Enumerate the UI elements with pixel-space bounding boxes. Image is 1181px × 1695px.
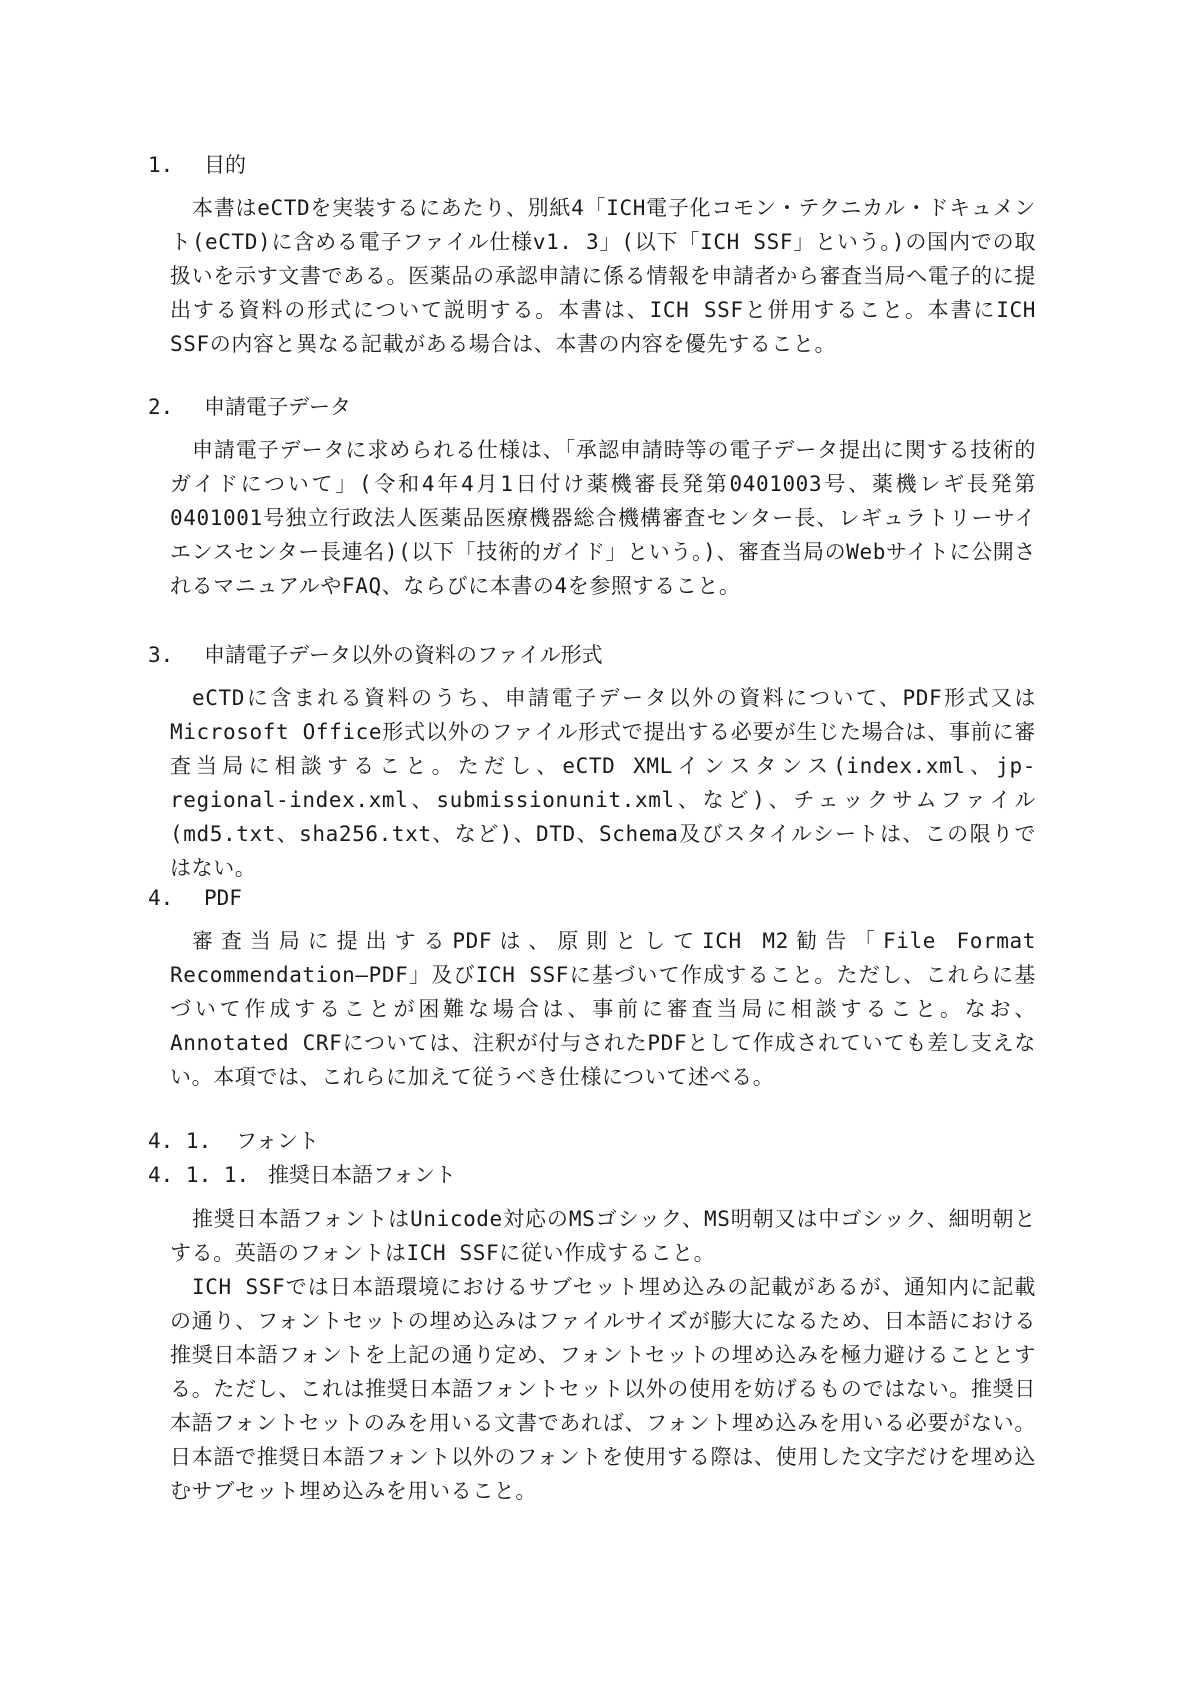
section-number: 1.: [148, 153, 174, 177]
section-paragraph: 本書はeCTDを実装するにあたり、別紙4「ICH電子化コモン・テクニカル・ドキュメント(eCTD)に含める電子ファイル仕様v1. 3」(以下「ICH SSF」という。)の国内での取扱いを示す文書である。医薬品の承認申請に係る情報を申請者から審査当局へ電子的に提出する資料の形式について説明する。本書は、ICH SSFと併用すること。本書にICH SSFの内容と異なる記載がある場合は、本書の内容を優先すること。: [170, 196, 1036, 356]
section-title: 推奨日本語フォント: [268, 1163, 456, 1187]
section-number: 2.: [148, 395, 174, 419]
section-paragraph: 申請電子データに求められる仕様は、「承認申請時等の電子データ提出に関する技術的ガイドについて」(令和4年4月1日付け薬機審長発第0401003号、薬機レギ長発第0401001号独立行政法人医薬品医療機器総合機構審査センター長、レギュラトリーサイエンスセンター長連名)(以下「技術的ガイド」という。)、審査当局のWebサイトに公開されるマニュアルやFAQ、ならびに本書の4を参照すること。: [170, 438, 1036, 598]
section-paragraph: 推奨日本語フォントはUnicode対応のMSゴシック、MS明朝又は中ゴシック、細明朝とする。英語のフォントはICH SSFに従い作成すること。: [170, 1207, 1036, 1265]
section-number: 3.: [148, 643, 174, 667]
section-heading: [148, 392, 351, 422]
subsection-heading: [148, 1126, 319, 1156]
section-title: 申請電子データ: [204, 395, 351, 419]
section-title: フォント: [236, 1129, 319, 1153]
section-number: 4. 1. 1.: [148, 1163, 250, 1187]
section-number: 4.: [148, 886, 174, 910]
section-heading: [148, 640, 603, 670]
section-heading: [148, 150, 246, 180]
section-paragraph: ICH SSFでは日本語環境におけるサブセット埋め込みの記載があるが、通知内に記載の通り、フォントセットの埋め込みはファイルサイズが膨大になるため、日本語における推奨日本語フォントを上記の通り定め、フォントセットの埋め込みを極力避けることとする。ただし、これは推奨日本語フォントセット以外の使用を妨げるものではない。推奨日本語フォントセットのみを用いる文書であれば、フォント埋め込みを用いる必要がない。日本語で推奨日本語フォント以外のフォントを使用する際は、使用した文字だけを埋め込むサブセット埋め込みを用いること。: [170, 1275, 1036, 1503]
section-heading: [148, 883, 242, 913]
section-title: 目的: [204, 153, 246, 177]
section-number: 4. 1.: [148, 1129, 212, 1153]
section-paragraph: eCTDに含まれる資料のうち、申請電子データ以外の資料について、PDF形式又はMicrosoft Office形式以外のファイル形式で提出する必要が生じた場合は、事前に審査当局に相談すること。ただし、eCTD XMLインスタンス(index.xml、jp-regional-index.xml、submissionunit.xml、など)、チェックサムファイル(md5.txt、sha256.txt、など)、DTD、Schema及びスタイルシートは、この限りではない。: [170, 686, 1036, 880]
subsection-heading: [148, 1160, 456, 1190]
section-title: PDF: [204, 886, 242, 910]
section-paragraph: 審査当局に提出するPDFは、原則としてICH M2勧告「File Format Recommendation―PDF」及びICH SSFに基づいて作成すること。ただし、これらに基づいて作成することが困難な場合は、事前に審査当局に相談すること。なお、Annotated CRFについては、注釈が付与されたPDFとして作成されていても差し支えない。本項では、これらに加えて従うべき仕様について述べる。: [170, 929, 1036, 1089]
section-title: 申請電子データ以外の資料のファイル形式: [204, 643, 603, 667]
